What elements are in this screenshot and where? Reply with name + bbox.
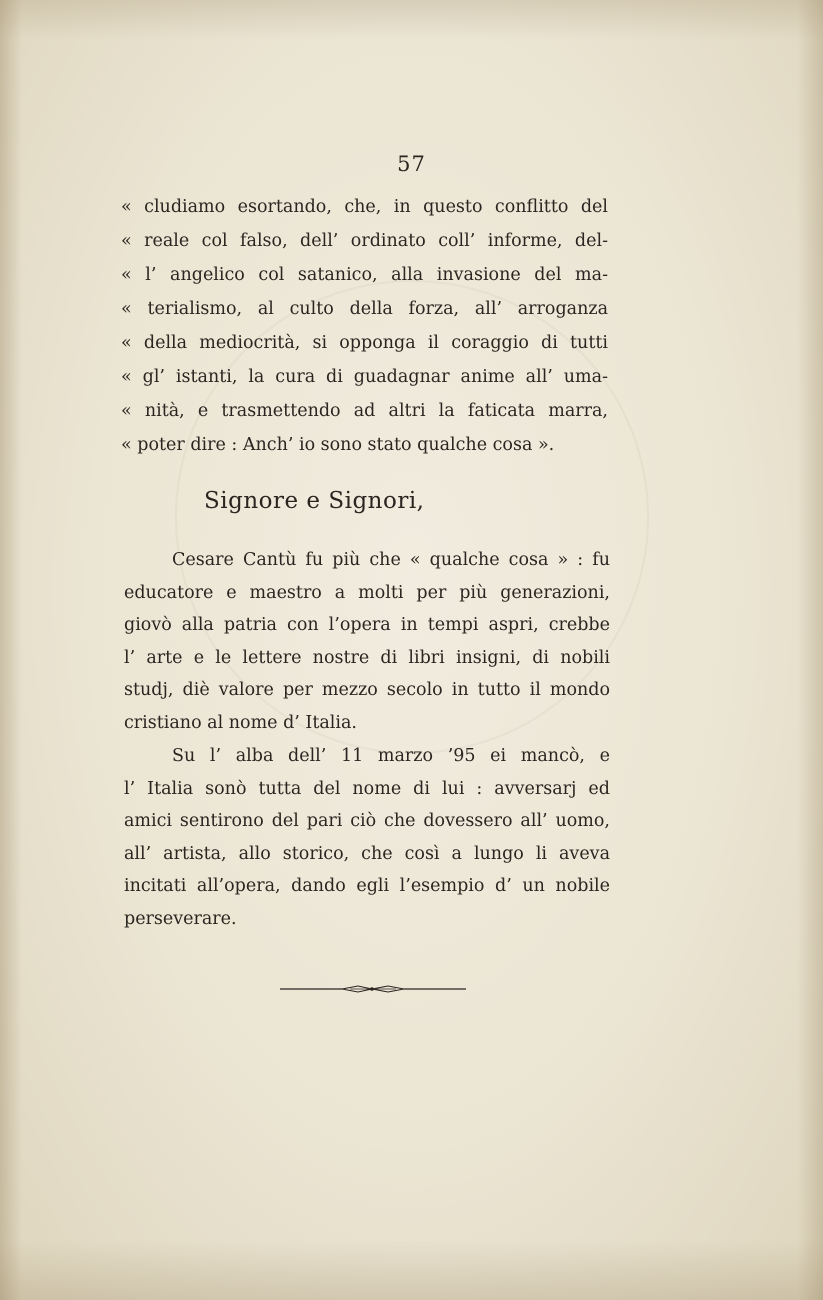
- page-edge-shadow-right: [797, 0, 823, 1300]
- page-edge-shadow-bottom: [0, 1240, 823, 1300]
- quote-line: « reale col falso, dell’ ordinato coll’ informe, del-: [121, 231, 608, 251]
- paragraph-line: all’ artista, allo storico, che così a lungo li aveva: [124, 843, 610, 864]
- quote-line: « poter dire : Anch’ io sono stato qualche cosa ».: [121, 435, 555, 455]
- page-edge-shadow-top: [0, 0, 823, 40]
- quote-line: « della mediocrità, si opponga il coraggio di tutti: [121, 333, 608, 353]
- paragraph-line: studj, diè valore per mezzo secolo in tutto il mondo: [124, 680, 610, 701]
- paragraph-2: [124, 740, 610, 936]
- paragraph-line: Cesare Cantù fu più che « qualche cosa » : fu: [172, 550, 610, 570]
- decorative-rule-ornament-icon: [280, 982, 466, 996]
- paragraph-1: [124, 544, 610, 740]
- page-edge-shadow-left: [0, 0, 22, 1300]
- paragraph-line: Su l’ alba dell’ 11 marzo ’95 ei mancò, e: [172, 746, 610, 766]
- paragraph-line: l’ arte e le lettere nostre di libri insigni, di nobili: [124, 647, 610, 668]
- quote-line: « gl’ istanti, la cura di guadagnar anime all’ uma-: [121, 367, 608, 387]
- quotation-block: [121, 190, 608, 462]
- quote-line: « l’ angelico col satanico, alla invasione del ma-: [121, 265, 608, 285]
- paragraph-line: incitati all’opera, dando egli l’esempio d’ un nobile: [124, 876, 610, 897]
- paragraph-line: giovò alla patria con l’opera in tempi aspri, crebbe: [124, 615, 610, 636]
- page-number: 57: [397, 152, 426, 176]
- paragraph-line: perseverare.: [124, 908, 237, 929]
- paragraph-line: l’ Italia sonò tutta del nome di lui : avversarj ed: [124, 778, 610, 799]
- paragraph-line: cristiano al nome d’ Italia.: [124, 712, 357, 733]
- quote-line: « nità, e trasmettendo ad altri la faticata marra,: [121, 401, 608, 421]
- quote-line: « terialismo, al culto della forza, all’ arroganza: [121, 299, 608, 319]
- section-heading: Signore e Signori,: [204, 488, 425, 514]
- paragraph-line: amici sentirono del pari ciò che dovessero all’ uomo,: [124, 811, 610, 832]
- quote-line: « cludiamo esortando, che, in questo conflitto del: [121, 197, 608, 217]
- paragraph-line: educatore e maestro a molti per più generazioni,: [124, 582, 610, 603]
